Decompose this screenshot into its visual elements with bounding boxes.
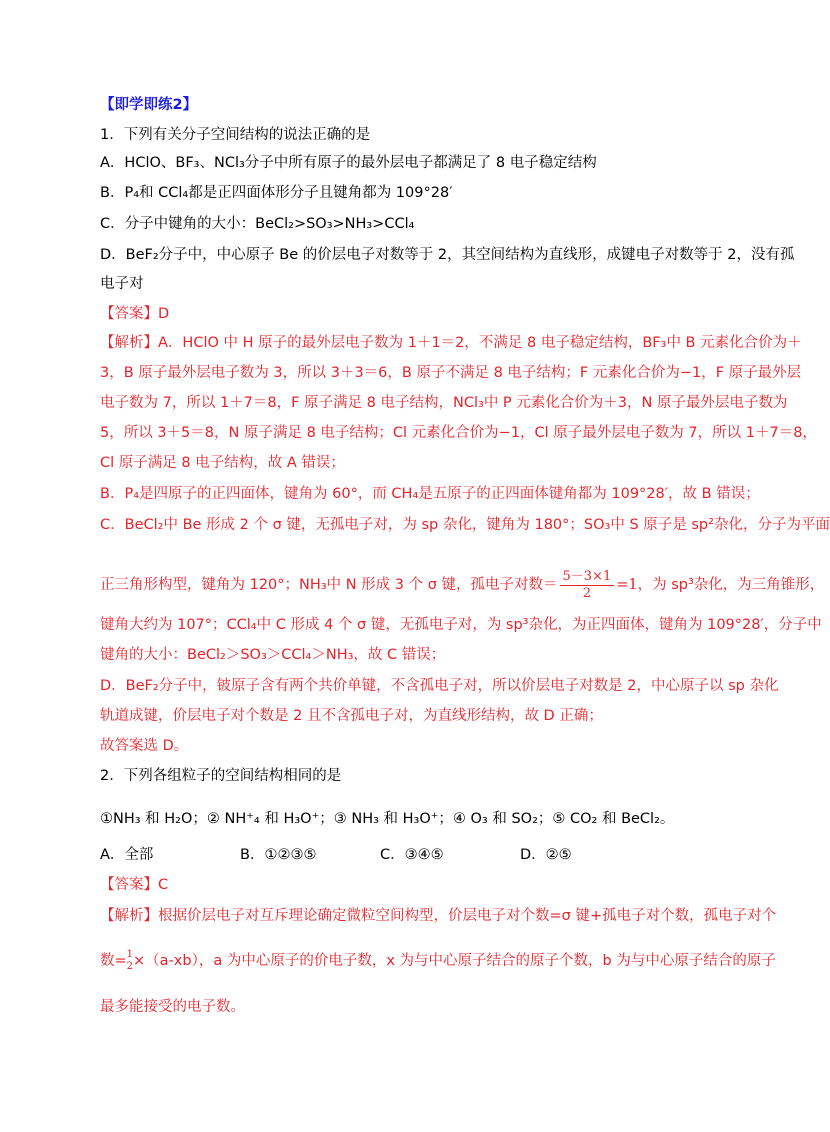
q1-explanation-line: Cl 原子满足 8 电子结构，故 A 错误； [100,455,345,471]
q1-option-d-line1: D．BeF₂分子中，中心原子 Be 的价层电子对数等于 2，其空间结构为直线形，成键电子对数等于 2，没有孤 [100,247,795,263]
fraction-denominator: 2 [126,961,134,972]
fraction-numerator: 1 [126,949,134,960]
q1-explanation-line: 键角的大小：BeCl₂＞SO₃＞CCl₄＞NH₃，故 C 错误； [100,647,446,663]
q1-explanation-line: 3，B 原子最外层电子数为 3，所以 3＋3＝6，B 原子不满足 8 电子结构；F 元素化合价为−1，F 原子最外层 [100,365,802,381]
q1-explanation-line-with-fraction [100,568,824,602]
q1-explanation-line: 电子数为 7，所以 1＋7＝8，F 原子满足 8 电子结构，NCl₃中 P 元素化合价为＋3，N 原子最外层电子数为 [100,395,788,411]
q1-explanation-line: 5，所以 3＋5＝8，N 原子满足 8 电子结构；Cl 元素化合价为−1，Cl 原子最外层电子数为 7，所以 1＋7＝8， [100,425,817,441]
q1-explanation-line: 【解析】A．HClO 中 H 原子的最外层电子数为 1＋1＝2，不满足 8 电子稳定结构，BF₃中 B 元素化合价为＋ [100,335,802,351]
explanation-text: 数= [100,953,127,969]
q1-option-a: A．HClO、BF₃、NCl₃分子中所有原子的最外层电子都满足了 8 电子稳定结构 [100,155,597,171]
q1-answer: 【答案】D [100,306,170,322]
q1-explanation-line: B．P₄是四原子的正四面体，键角为 60°，而 CH₄是五原子的正四面体键角都为 109°28′，故 B 错误； [100,486,760,502]
q2-explanation-line: 最多能接受的电子数。 [100,999,245,1015]
q2-explanation-line: 【解析】根据价层电子对互斥理论确定微粒空间构型，价层电子对个数=σ 键+孤电子对个数，孤电子对个 [100,908,777,924]
q1-option-b: B．P₄和 CCl₄都是正四面体形分子且键角都为 109°28′ [100,185,453,201]
q1-option-d-line2: 电子对 [100,276,144,292]
fraction-result: =1 [616,577,638,593]
q2-option-a: A．全部 [100,847,154,863]
section-title: 【即学即练2】 [100,97,198,113]
q2-answer: 【答案】C [100,877,169,893]
explanation-text: 正三角形构型，键角为 120°；NH₃中 N 形成 3 个 σ 键，孤电子对数＝ [100,577,558,593]
q1-option-c: C．分子中键角的大小：BeCl₂>SO₃>NH₃>CCl₄ [100,216,415,232]
q1-stem: 1．下列有关分子空间结构的说法正确的是 [100,127,371,143]
q2-option-b: B．①②③⑤ [240,847,317,863]
fraction-denominator: 2 [582,585,592,601]
q1-explanation-line: 键角大约为 107°；CCl₄中 C 形成 4 个 σ 键，无孤电子对，为 sp³杂化，为正四面体，键角为 109°28′，分子中 [100,617,822,633]
q1-explanation-line: C．BeCl₂中 Be 形成 2 个 σ 键，无孤电子对，为 sp 杂化，键角为 180°；SO₃中 S 原子是 sp²杂化，分子为平面 [100,517,830,533]
q2-option-d: D．②⑤ [520,847,572,863]
q1-explanation-line: 故答案选 D。 [100,738,189,754]
explanation-text: ×（a-xb），a 为中心原子的价电子数，x 为与中心原子结合的原子个数，b 为与中心原子结合的原子 [133,953,776,969]
q2-options [100,845,660,865]
q2-groups: ①NH₃ 和 H₂O；② NH⁺₄ 和 H₃O⁺；③ NH₃ 和 H₃O⁺；④ O₃ 和 SO₂；⑤ CO₂ 和 BeCl₂。 [100,811,675,827]
q1-explanation-line: 轨道成键，价层电子对个数是 2 且不含孤电子对，为直线形结构，故 D 正确； [100,708,603,724]
lone-pair-fraction [560,569,615,602]
q2-stem: 2．下列各组粒子的空间结构相同的是 [100,768,342,784]
explanation-text: ，为 sp³杂化，为三角锥形， [637,577,825,593]
fraction-numerator: 5－3×1 [560,569,615,586]
q2-explanation-line-with-fraction [100,946,776,976]
q1-explanation-line: D．BeF₂分子中，铍原子含有两个共价单键，不含孤电子对，所以价层电子对数是 2，中心原子以 sp 杂化 [100,678,779,694]
q2-option-c: C．③④⑤ [380,847,444,863]
